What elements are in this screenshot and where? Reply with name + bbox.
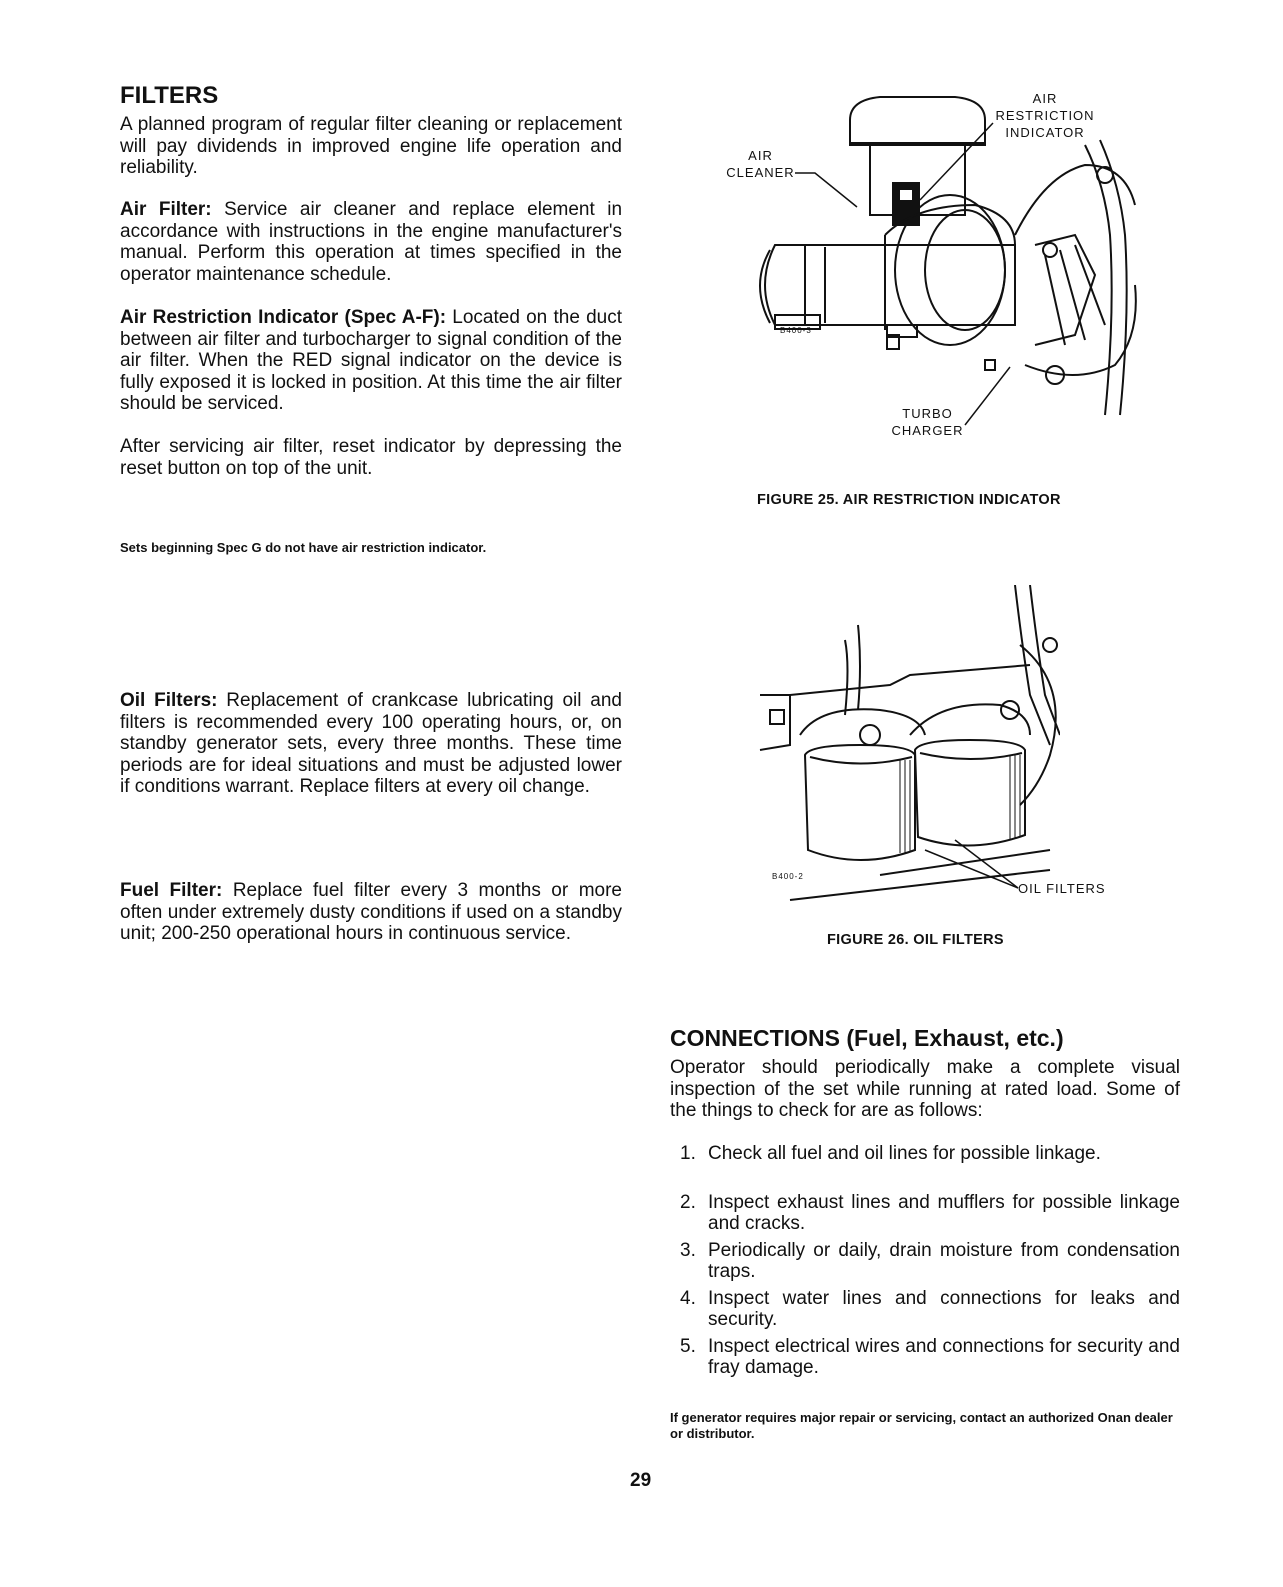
list-item-number: 4. bbox=[680, 1287, 696, 1309]
filters-intro: A planned program of regular filter cleaning or replacement will pay dividends in improved engine life operation and reliability. bbox=[120, 114, 622, 178]
air-cleaner-label: AIR CLEANER bbox=[726, 148, 795, 180]
air-restriction-text: Located on the duct between air filter and turbocharger to signal condition of the air filter. When the RED signal indicator on the device is fully exposed it is locked in position. At this time the air filter should be serviced. bbox=[120, 307, 623, 414]
after-servicing-paragraph: After servicing air filter, reset indicator by depressing the reset button on top of the unit. bbox=[120, 436, 622, 479]
air-filter-text: Service air cleaner and replace element in accordance with instructions in the engine manufacturer's manual. Perform this operation at times specified in the operator maintenance schedule. bbox=[120, 199, 623, 285]
filters-heading: FILTERS bbox=[120, 82, 219, 109]
fuel-filter-text: Replace fuel filter every 3 months or more often under extremely dusty conditions if used on a standby unit; 200-250 operational hours in continuous service. bbox=[120, 880, 622, 944]
list-item bbox=[670, 1192, 1180, 1235]
list-item bbox=[670, 1336, 1180, 1379]
list-item-number: 2. bbox=[680, 1191, 696, 1213]
oil-filters-paragraph bbox=[120, 690, 622, 798]
fuel-filter-paragraph bbox=[120, 880, 622, 945]
list-item-text: Inspect electrical wires and connections for security and fray damage. bbox=[708, 1335, 1180, 1378]
air-filter-label: Air Filter: bbox=[120, 199, 212, 220]
oil-filters-label: Oil Filters: bbox=[120, 690, 218, 711]
list-item-text: Periodically or daily, drain moisture from condensation traps. bbox=[708, 1239, 1180, 1282]
list-item-number: 5. bbox=[680, 1335, 696, 1357]
list-item-text: Inspect exhaust lines and mufflers for possible linkage and cracks. bbox=[708, 1191, 1180, 1234]
spec-note: Sets beginning Spec G do not have air restriction indicator. bbox=[120, 540, 487, 555]
connections-intro: Operator should periodically make a complete visual inspection of the set while running at rated load. Some of the things to check for are as follows: bbox=[670, 1057, 1180, 1121]
list-item-number: 1. bbox=[680, 1143, 696, 1164]
fuel-filter-label: Fuel Filter: bbox=[120, 880, 223, 901]
turbo-charger-label: TURBO CHARGER bbox=[891, 406, 964, 438]
list-item bbox=[670, 1143, 1180, 1165]
oil-filters-text: Replacement of crankcase lubricating oil and filters is recommended every 100 operating hours, or, on standby generator sets, every three months. These time periods are for ideal situations and must be adjusted lower if conditions warrant. Replace filters at every oil change. bbox=[120, 690, 622, 797]
list-item bbox=[670, 1240, 1180, 1283]
figure-26 bbox=[750, 585, 1060, 905]
figure-25-caption: FIGURE 25. AIR RESTRICTION INDICATOR bbox=[757, 492, 1061, 508]
oil-filters-illustration bbox=[750, 585, 1060, 905]
connections-checklist bbox=[670, 1143, 1180, 1379]
list-item-number: 3. bbox=[680, 1239, 696, 1261]
air-restriction-label: Air Restriction Indicator (Spec A-F): bbox=[120, 307, 447, 328]
connections-heading: CONNECTIONS (Fuel, Exhaust, etc.) bbox=[670, 1025, 1064, 1051]
page-number: 29 bbox=[630, 1470, 652, 1491]
oil-filters-label: OIL FILTERS bbox=[1018, 881, 1106, 896]
figure-26-code: B400-2 bbox=[772, 872, 804, 881]
figure-26-caption: FIGURE 26. OIL FILTERS bbox=[827, 932, 1004, 948]
air-filter-paragraph bbox=[120, 199, 622, 285]
air-restriction-paragraph bbox=[120, 307, 622, 415]
air-restriction-indicator-label: AIR RESTRICTION INDICATOR bbox=[995, 91, 1095, 140]
list-item-text: Inspect water lines and connections for leaks and security. bbox=[708, 1287, 1180, 1330]
list-item bbox=[670, 1288, 1180, 1331]
list-item-text: Check all fuel and oil lines for possible linkage. bbox=[708, 1143, 1101, 1164]
dealer-note: If generator requires major repair or servicing, contact an authorized Onan dealer or distributor. bbox=[670, 1410, 1173, 1441]
figure-25-code: B400-3 bbox=[780, 326, 812, 335]
